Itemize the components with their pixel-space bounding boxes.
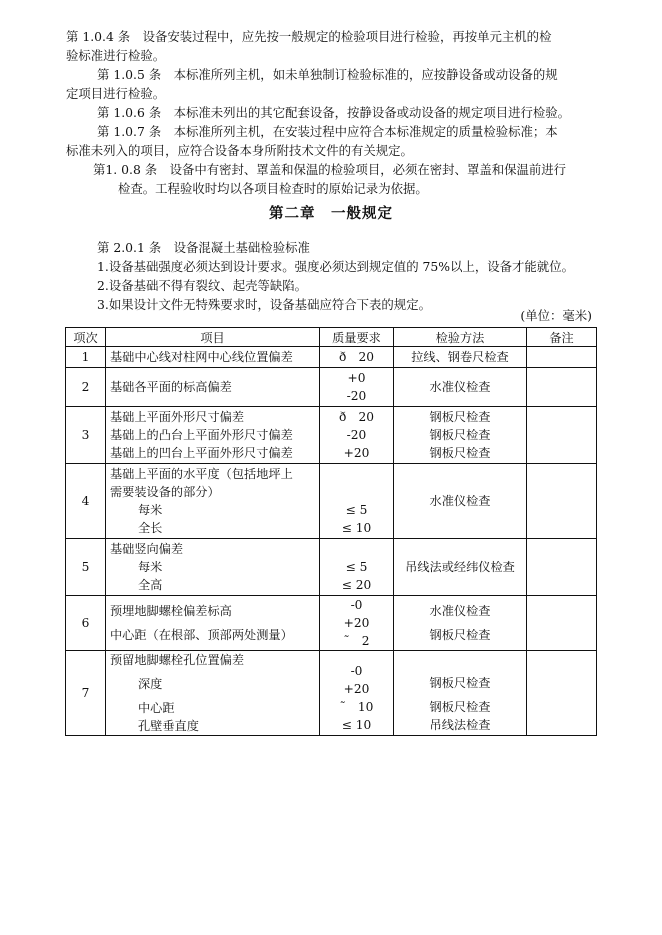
row-item: 基础上平面外形尺寸偏差 [110,410,245,424]
clause-1-0-7-line1: 第 1.0.7 条 本标准所列主机，在安装过程中应符合本标准规定的质量检验标准；本 [97,124,558,139]
clause-1-0-5-line2: 定项目进行检验。 [66,86,166,101]
table-row [66,596,597,651]
clause-1-0-8-line1: 第1. 0.8 条 设备中有密封、罩盖和保温的检验项目，必须在密封、罩盖和保温前进行 [93,162,567,177]
row-method: 钢板尺检查 [429,676,491,690]
row-item: 全长 [138,521,163,535]
row-requirement: ≤ 10 [341,718,372,732]
table-row [66,368,597,407]
row-item: 预埋地脚螺栓偏差标高 [110,604,232,618]
row-item: 基础各平面的标高偏差 [110,380,232,394]
row-requirement: ˜ 10 [339,700,374,714]
row-requirement: ≤ 5 [345,503,368,517]
clause-1-0-4-line2: 验标准进行检验。 [66,48,166,63]
row-requirement: -0 [350,598,363,612]
table-row [66,464,597,539]
row-method: 水准仪检查 [429,494,491,508]
row-remark [527,464,597,539]
row-no: 4 [66,464,106,539]
row-item: 基础上的凸台上平面外形尺寸偏差 [110,428,293,442]
section-item-3: 3.如果设计文件无特殊要求时，设备基础应符合下表的规定。 [97,297,431,312]
row-method: 钢板尺检查 [429,700,491,714]
row-item: 孔壁垂直度 [138,719,199,733]
header-remark: 备注 [527,328,597,347]
row-method: 吊线法或经纬仪检查 [405,560,515,574]
row-method: 水准仪检查 [429,380,491,394]
row-item: 每米 [138,503,163,517]
row-no: 2 [66,368,106,407]
row-item: 基础上平面的水平度（包括地坪上 [110,467,293,481]
row-remark [527,539,597,596]
header-requirement: 质量要求 [320,328,394,347]
clause-1-0-5-line1: 第 1.0.5 条 本标准所列主机，如未单独制订检验标准的，应按静设备或动设备的规 [97,67,558,82]
row-remark [527,651,597,736]
row-item: 基础上的凹台上平面外形尺寸偏差 [110,446,293,460]
row-requirement: ˜ 2 [343,634,370,648]
row-method: 钢板尺检查 [429,628,491,642]
row-requirement: ≤ 5 [345,560,368,574]
clause-1-0-7-line2: 标准未列入的项目，应符合设备本身所附技术文件的有关规定。 [66,143,413,158]
row-requirement: +20 [343,446,370,460]
header-no: 项次 [66,328,106,347]
row-remark [527,368,597,407]
chapter-title: 第二章 一般规定 [269,205,393,222]
clause-1-0-4-line1: 第 1.0.4 条 设备安装过程中，应先按一般规定的检验项目进行检验，再按单元主机的检 [66,29,552,44]
row-no: 6 [66,596,106,651]
row-remark [527,407,597,464]
row-item: 深度 [138,677,163,691]
row-item: 全高 [138,578,163,592]
row-method: 拉线、钢卷尺检查 [411,350,509,364]
table-row [66,407,597,464]
section-item-2: 2.设备基础不得有裂纹、起壳等缺陷。 [97,278,308,293]
row-requirement: -0 [350,664,363,678]
row-remark [527,596,597,651]
row-method: 吊线法检查 [429,718,491,732]
row-requirement: ð 20 [338,410,375,424]
row-item: 中心距 [138,701,175,715]
header-item: 项目 [106,328,320,347]
row-method: 钢板尺检查 [429,446,491,460]
row-no: 1 [66,347,106,368]
table-row [66,347,597,368]
table-row [66,651,597,736]
row-requirement: ≤ 10 [341,521,372,535]
row-item: 中心距（在根部、顶部两处测量） [110,628,293,642]
section-heading: 第 2.0.1 条 设备混凝土基础检验标准 [97,240,310,255]
row-requirement: ð 20 [338,350,375,364]
row-requirement: -20 [346,428,367,442]
row-no: 5 [66,539,106,596]
row-method: 钢板尺检查 [429,428,491,442]
row-requirement: +20 [343,616,370,630]
unit-label: (单位：毫米) [520,308,592,323]
row-requirement: +0 [347,371,366,385]
row-item: 基础中心线对柱网中心线位置偏差 [110,350,293,364]
row-item: 需要装设备的部分） [110,485,220,499]
row-remark [527,347,597,368]
row-requirement: -20 [346,389,367,403]
clause-1-0-8-line2: 检查。工程验收时均以各项目检查时的原始记录为依据。 [118,181,428,196]
row-item: 预留地脚螺栓孔位置偏差 [110,653,245,667]
table-row [66,539,597,596]
header-method: 检验方法 [394,328,527,347]
row-item: 基础竖向偏差 [110,542,184,556]
row-requirement: ≤ 20 [341,578,372,592]
clause-1-0-6: 第 1.0.6 条 本标准未列出的其它配套设备，按静设备或动设备的规定项目进行检验。 [97,105,571,120]
table-header-row [66,328,597,347]
row-method: 水准仪检查 [429,604,491,618]
inspection-table [65,327,597,736]
row-item: 每米 [138,560,163,574]
section-item-1: 1.设备基础强度必须达到设计要求。强度必须达到规定值的 75%以上，设备才能就位。 [97,259,574,274]
row-requirement: +20 [343,682,370,696]
row-method: 钢板尺检查 [429,410,491,424]
row-no: 7 [66,651,106,736]
row-no: 3 [66,407,106,464]
